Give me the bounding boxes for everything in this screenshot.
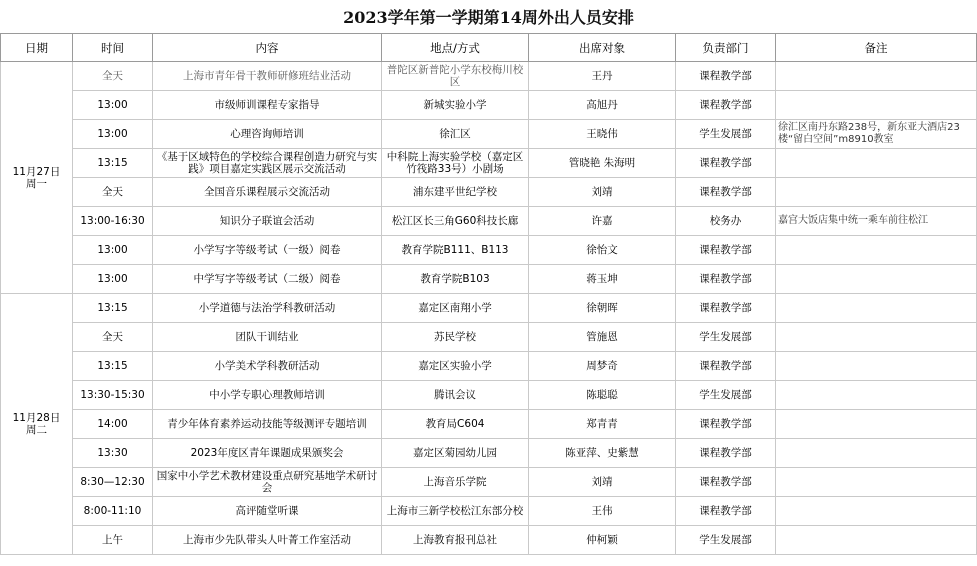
note-cell (776, 526, 977, 555)
dept-cell: 课程教学部 (676, 178, 776, 207)
note-cell (776, 236, 977, 265)
content-cell: 小学美术学科教研活动 (153, 352, 382, 381)
header-date: 日期 (1, 34, 73, 62)
content-cell: 中学写字等级考试（二级）阅卷 (153, 265, 382, 294)
dept-cell: 课程教学部 (676, 62, 776, 91)
content-cell: 全国音乐课程展示交流活动 (153, 178, 382, 207)
header-place: 地点/方式 (382, 34, 529, 62)
place-cell: 教育学院B111、B113 (382, 236, 529, 265)
dept-cell: 课程教学部 (676, 236, 776, 265)
table-row (1, 439, 977, 468)
dept-cell: 课程教学部 (676, 439, 776, 468)
header-note: 备注 (776, 34, 977, 62)
schedule-body (1, 62, 977, 555)
content-cell: 心理咨询师培训 (153, 120, 382, 149)
weekday-label: 周一 (26, 177, 47, 190)
table-row (1, 352, 977, 381)
date-cell (1, 62, 73, 294)
place-cell: 嘉定区菊园幼儿园 (382, 439, 529, 468)
attendee-cell: 王丹 (529, 62, 676, 91)
place-cell: 教育局C604 (382, 410, 529, 439)
time-cell: 13:30 (73, 439, 153, 468)
place-cell: 徐汇区 (382, 120, 529, 149)
content-cell: 知识分子联谊会活动 (153, 207, 382, 236)
note-cell (776, 62, 977, 91)
date-label: 11月27日 (12, 165, 61, 178)
note-cell (776, 323, 977, 352)
attendee-cell: 高旭丹 (529, 91, 676, 120)
dept-cell: 课程教学部 (676, 294, 776, 323)
table-row (1, 468, 977, 497)
attendee-cell: 徐朝晖 (529, 294, 676, 323)
note-cell (776, 91, 977, 120)
content-cell: 高评随堂听课 (153, 497, 382, 526)
note-cell (776, 178, 977, 207)
note-cell (776, 149, 977, 178)
table-row (1, 62, 977, 91)
header-dept: 负责部门 (676, 34, 776, 62)
table-row (1, 178, 977, 207)
attendee-cell: 郑青青 (529, 410, 676, 439)
header-attendee: 出席对象 (529, 34, 676, 62)
dept-cell: 课程教学部 (676, 410, 776, 439)
time-cell: 全天 (73, 323, 153, 352)
time-cell: 13:00-16:30 (73, 207, 153, 236)
time-cell: 13:15 (73, 352, 153, 381)
dept-cell: 课程教学部 (676, 265, 776, 294)
table-row (1, 410, 977, 439)
header-row (1, 34, 977, 62)
dept-cell: 课程教学部 (676, 497, 776, 526)
time-cell: 上午 (73, 526, 153, 555)
note-cell (776, 410, 977, 439)
time-cell: 13:00 (73, 120, 153, 149)
attendee-cell: 蒋玉坤 (529, 265, 676, 294)
table-row (1, 381, 977, 410)
place-cell: 上海教育报刊总社 (382, 526, 529, 555)
place-cell: 浦东建平世纪学校 (382, 178, 529, 207)
attendee-cell: 陈聪聪 (529, 381, 676, 410)
content-cell: 上海市少先队带头人叶菁工作室活动 (153, 526, 382, 555)
table-row (1, 265, 977, 294)
table-row (1, 91, 977, 120)
header-content: 内容 (153, 34, 382, 62)
table-row (1, 149, 977, 178)
note-cell (776, 381, 977, 410)
time-cell: 全天 (73, 62, 153, 91)
attendee-cell: 管施恩 (529, 323, 676, 352)
table-row (1, 207, 977, 236)
time-cell: 13:15 (73, 294, 153, 323)
dept-cell: 校务办 (676, 207, 776, 236)
attendee-cell: 徐怡文 (529, 236, 676, 265)
place-cell: 教育学院B103 (382, 265, 529, 294)
weekday-label: 周二 (26, 424, 47, 436)
attendee-cell: 许嘉 (529, 207, 676, 236)
content-cell: 小学写字等级考试（一级）阅卷 (153, 236, 382, 265)
place-cell: 腾讯会议 (382, 381, 529, 410)
attendee-cell: 陈亚萍、史紫慧 (529, 439, 676, 468)
time-cell: 13:00 (73, 236, 153, 265)
time-cell: 13:00 (73, 91, 153, 120)
attendee-cell: 刘靖 (529, 178, 676, 207)
place-cell: 上海音乐学院 (382, 468, 529, 497)
dept-cell: 学生发展部 (676, 381, 776, 410)
time-cell: 13:30-15:30 (73, 381, 153, 410)
note-cell (776, 439, 977, 468)
place-cell: 普陀区新普陀小学东校梅川校区 (382, 62, 529, 91)
schedule-table (0, 33, 977, 555)
table-row (1, 497, 977, 526)
content-cell: 团队干训结业 (153, 323, 382, 352)
note-cell (776, 352, 977, 381)
time-cell: 8:00-11:10 (73, 497, 153, 526)
note-cell (776, 468, 977, 497)
note-cell (776, 265, 977, 294)
attendee-cell: 刘靖 (529, 468, 676, 497)
content-cell: 中小学专职心理教师培训 (153, 381, 382, 410)
content-cell: 《基于区域特色的学校综合课程创造力研究与实践》项目嘉定实践区展示交流活动 (153, 149, 382, 178)
dept-cell: 课程教学部 (676, 352, 776, 381)
note-cell: 徐汇区南丹东路238号，新东亚大酒店23楼“留白空间”m8910教室 (776, 120, 977, 149)
table-row (1, 120, 977, 149)
attendee-cell: 周梦奇 (529, 352, 676, 381)
content-cell: 2023年度区青年课题成果颁奖会 (153, 439, 382, 468)
attendee-cell: 王伟 (529, 497, 676, 526)
content-cell: 小学道德与法治学科教研活动 (153, 294, 382, 323)
place-cell: 苏民学校 (382, 323, 529, 352)
content-cell: 市级师训课程专家指导 (153, 91, 382, 120)
sheet-title: 2023学年第一学期第14周外出人员安排 (343, 8, 634, 27)
table-row (1, 526, 977, 555)
place-cell: 新城实验小学 (382, 91, 529, 120)
attendee-cell: 王晓伟 (529, 120, 676, 149)
dept-cell: 学生发展部 (676, 323, 776, 352)
dept-cell: 课程教学部 (676, 91, 776, 120)
note-cell (776, 497, 977, 526)
table-row (1, 294, 977, 323)
note-cell (776, 294, 977, 323)
content-cell: 上海市青年骨干教师研修班结业活动 (153, 62, 382, 91)
date-cell (1, 294, 73, 555)
time-cell: 14:00 (73, 410, 153, 439)
table-row (1, 323, 977, 352)
attendee-cell: 管晓艳 朱海明 (529, 149, 676, 178)
content-cell: 国家中小学艺术教材建设重点研究基地学术研讨会 (153, 468, 382, 497)
table-row (1, 236, 977, 265)
date-label: 11月28日 (12, 412, 61, 424)
dept-cell: 课程教学部 (676, 468, 776, 497)
header-time: 时间 (73, 34, 153, 62)
time-cell: 13:00 (73, 265, 153, 294)
attendee-cell: 仲柯颖 (529, 526, 676, 555)
dept-cell: 学生发展部 (676, 120, 776, 149)
dept-cell: 课程教学部 (676, 149, 776, 178)
place-cell: 嘉定区南翔小学 (382, 294, 529, 323)
dept-cell: 学生发展部 (676, 526, 776, 555)
place-cell: 嘉定区实验小学 (382, 352, 529, 381)
place-cell: 上海市三新学校松江东部分校 (382, 497, 529, 526)
time-cell: 13:15 (73, 149, 153, 178)
time-cell: 全天 (73, 178, 153, 207)
time-cell: 8:30—12:30 (73, 468, 153, 497)
note-cell: 嘉宫大饭店集中统一乘车前往松江 (776, 207, 977, 236)
content-cell: 青少年体育素养运动技能等级测评专题培训 (153, 410, 382, 439)
place-cell: 松江区长三角G60科技长廊 (382, 207, 529, 236)
place-cell: 中科院上海实验学校（嘉定区竹筏路33号）小剧场 (382, 149, 529, 178)
